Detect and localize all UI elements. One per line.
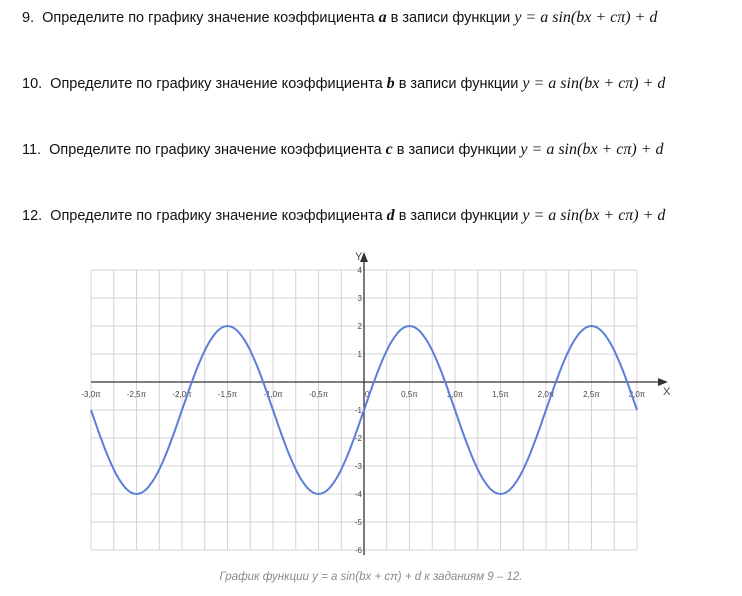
x-tick-label: 3,0π: [628, 390, 646, 399]
task-text-mid: в записи функции: [398, 76, 519, 92]
task-text: Определите по графику значение коэффициента: [49, 142, 382, 158]
x-tick-label: -2,5π: [126, 390, 147, 399]
task-text: Определите по графику значение коэффициента: [50, 208, 383, 224]
task-12: [22, 207, 665, 225]
task-coefficient: d: [386, 207, 395, 224]
x-tick-label: -0,5π: [308, 390, 329, 399]
y-tick-label: 1: [357, 350, 362, 359]
x-tick-label: -2,0π: [172, 390, 192, 399]
task-number: 12.: [22, 208, 43, 224]
y-tick-label: -5: [354, 518, 362, 527]
task-formula: y = a sin(bx + cπ) + d: [522, 207, 666, 224]
task-formula: y = a sin(bx + cπ) + d: [520, 141, 664, 158]
chart-caption: График функции y = a sin(bx + cπ) + d к заданиям 9 – 12.: [219, 571, 523, 583]
y-tick-label: 2: [357, 322, 362, 331]
task-10: [22, 75, 665, 93]
task-number: 11.: [22, 142, 42, 158]
x-tick-label: 2,5π: [583, 390, 600, 399]
x-axis-arrow-icon: [658, 378, 668, 386]
task-formula: y = a sin(bx + cπ) + d: [514, 9, 658, 26]
x-tick-label: 1,5π: [492, 390, 509, 399]
task-coefficient: b: [386, 75, 395, 92]
x-tick-label: 0: [365, 390, 370, 399]
task-coefficient: a: [378, 9, 387, 26]
x-tick-label: 2,0π: [537, 390, 555, 399]
task-11: [22, 141, 663, 159]
task-text-mid: в записи функции: [398, 208, 519, 224]
y-axis-label: Y: [355, 251, 363, 263]
y-tick-label: -6: [354, 546, 362, 555]
task-9: [22, 9, 657, 27]
x-tick-label: 0,5π: [401, 390, 418, 399]
task-text-mid: в записи функции: [396, 142, 517, 158]
x-tick-label: -1,0π: [263, 390, 283, 399]
task-formula: y = a sin(bx + cπ) + d: [522, 75, 666, 92]
task-text-mid: в записи функции: [390, 10, 511, 26]
task-coefficient: c: [385, 141, 393, 158]
x-tick-label: 1,0π: [446, 390, 464, 399]
x-tick-label: -1,5π: [217, 390, 238, 399]
task-number: 9.: [22, 10, 35, 26]
y-tick-label: 4: [357, 266, 362, 275]
y-tick-label: -1: [354, 406, 362, 415]
x-tick-label: -3,0π: [81, 390, 101, 399]
task-text: Определите по графику значение коэффициента: [42, 10, 375, 26]
task-text: Определите по графику значение коэффициента: [50, 76, 383, 92]
x-axis-label: X: [663, 386, 671, 398]
y-tick-label: 3: [357, 294, 362, 303]
y-tick-label: -4: [354, 490, 362, 499]
sine-chart: [0, 240, 742, 570]
chart-axes: [91, 251, 671, 555]
task-number: 10.: [22, 76, 43, 92]
y-tick-label: -2: [354, 434, 362, 443]
y-tick-label: -3: [354, 462, 362, 471]
